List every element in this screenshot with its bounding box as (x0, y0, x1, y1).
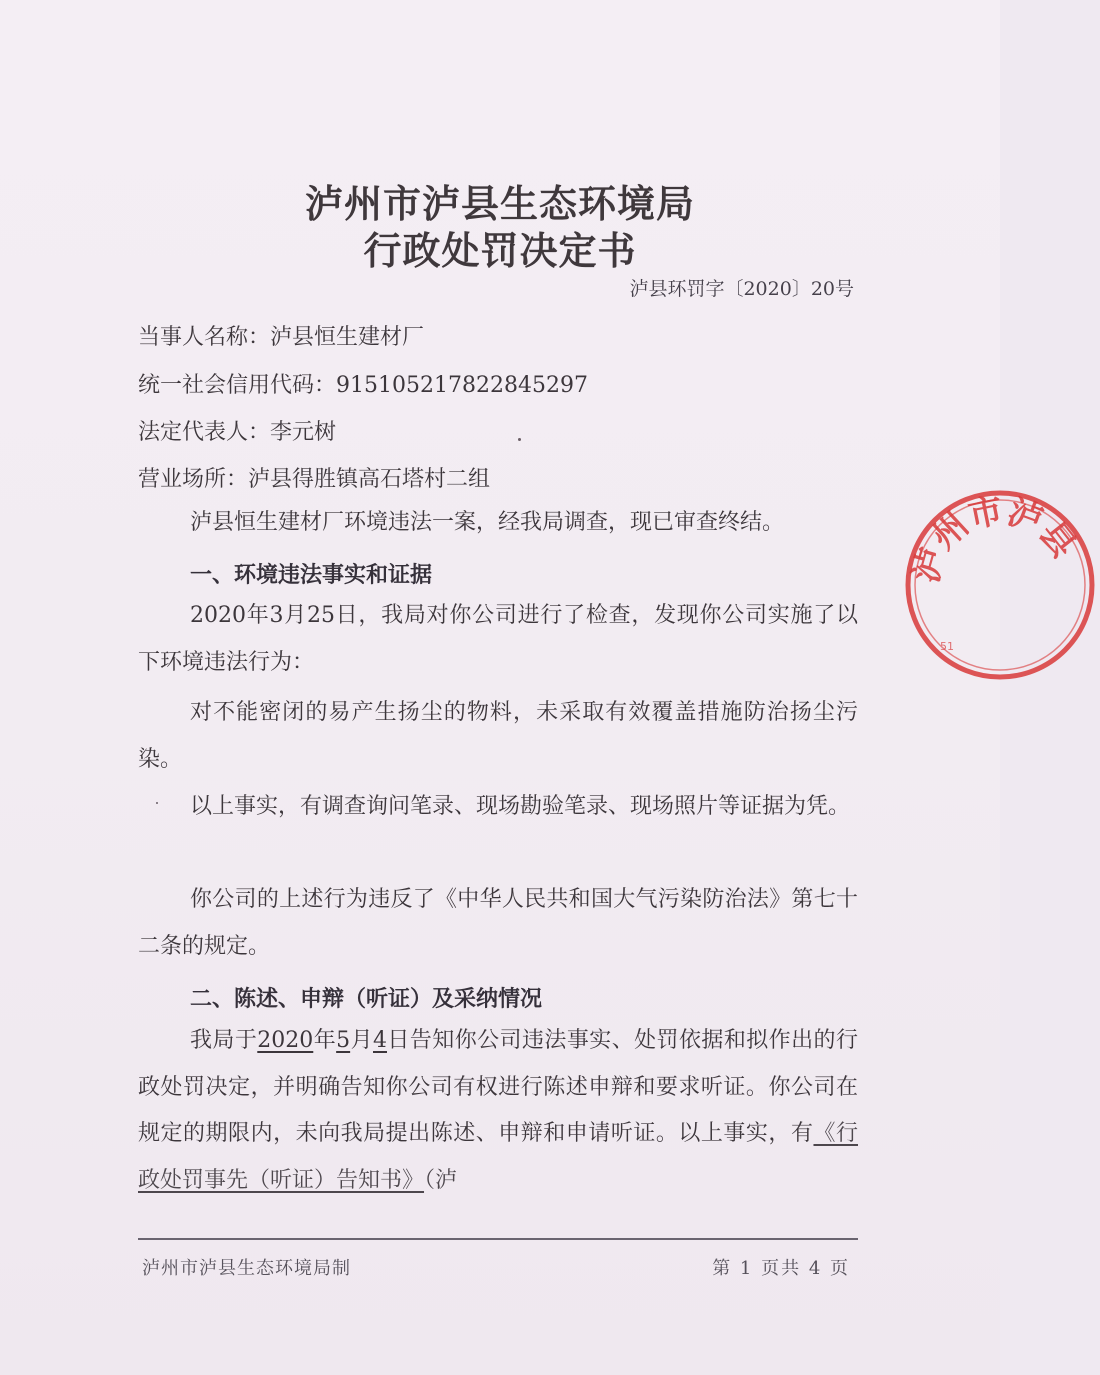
notice-year: 2020 (257, 1028, 314, 1053)
document-number: 泸县环罚字〔2020〕20号 (629, 278, 854, 300)
document-title-type: 行政处罚决定书 (363, 228, 637, 273)
party-name: 当事人名称：泸县恒生建材厂 (138, 325, 425, 350)
scan-speck (518, 438, 521, 441)
legal-basis-paragraph: 你公司的上述行为违反了《中华人民共和国大气污染防治法》第七十二条的规定。 (138, 887, 858, 959)
notice-day: 4 (373, 1028, 387, 1053)
footer-divider (138, 1238, 858, 1240)
party-business-address: 营业场所：泸县得胜镇高石塔村二组 (138, 467, 491, 492)
year-unit: 年 (313, 1028, 337, 1053)
party-credit-code: 统一社会信用代码：915105217822845297 (138, 373, 588, 398)
month-unit: 月 (350, 1028, 373, 1053)
scan-speck (156, 802, 158, 804)
hearing-text-body: 日告知你公司违法事实、处罚依据和拟作出的行政处罚决定，并明确告知你公司有权进行陈述申辩和要求听证。你公司在规定的期限内，未向我局提出陈述、申辩和申请听证。以上事实，有 (138, 1028, 858, 1146)
document-title-agency: 泸州市泸县生态环境局 (304, 181, 695, 226)
hearing-text-tail: （泸 (424, 1167, 458, 1193)
hearing-paragraph (138, 1018, 858, 1204)
footer-issuer: 泸州市泸县生态环境局制 (142, 1258, 351, 1279)
section-heading-facts: 一、环境违法事实和证据 (190, 562, 433, 588)
notice-month: 5 (336, 1028, 351, 1053)
hearing-text-lead: 我局于 (190, 1028, 258, 1053)
section-heading-hearing: 二、陈述、申辩（听证）及采纳情况 (190, 986, 543, 1012)
footer-page-number: 第 1 页共 4 页 (712, 1258, 850, 1279)
evidence-paragraph: 以上事实，有调查询问笔录、现场勘验笔录、现场照片等证据为凭。 (190, 794, 851, 819)
party-legal-representative: 法定代表人：李元树 (138, 420, 337, 445)
seal-text: 泸州市泸县 (905, 490, 1084, 588)
case-intro-paragraph: 泸县恒生建材厂环境违法一案，经我局调查，现已审查终结。 (190, 510, 785, 535)
seal-code: 51 (940, 640, 954, 653)
svg-text:泸州市泸县 (906, 490, 1084, 587)
notice-document-title: 《行政处罚事先（听证）告知书》 (138, 1121, 858, 1193)
violation-paragraph: 对不能密闭的易产生扬尘的物料，未采取有效覆盖措施防治扬尘污染。 (138, 700, 858, 772)
facts-paragraph: 2020年3月25日，我局对你公司进行了检查，发现你公司实施了以下环境违法行为： (138, 603, 858, 675)
official-seal-stamp (900, 485, 1100, 685)
